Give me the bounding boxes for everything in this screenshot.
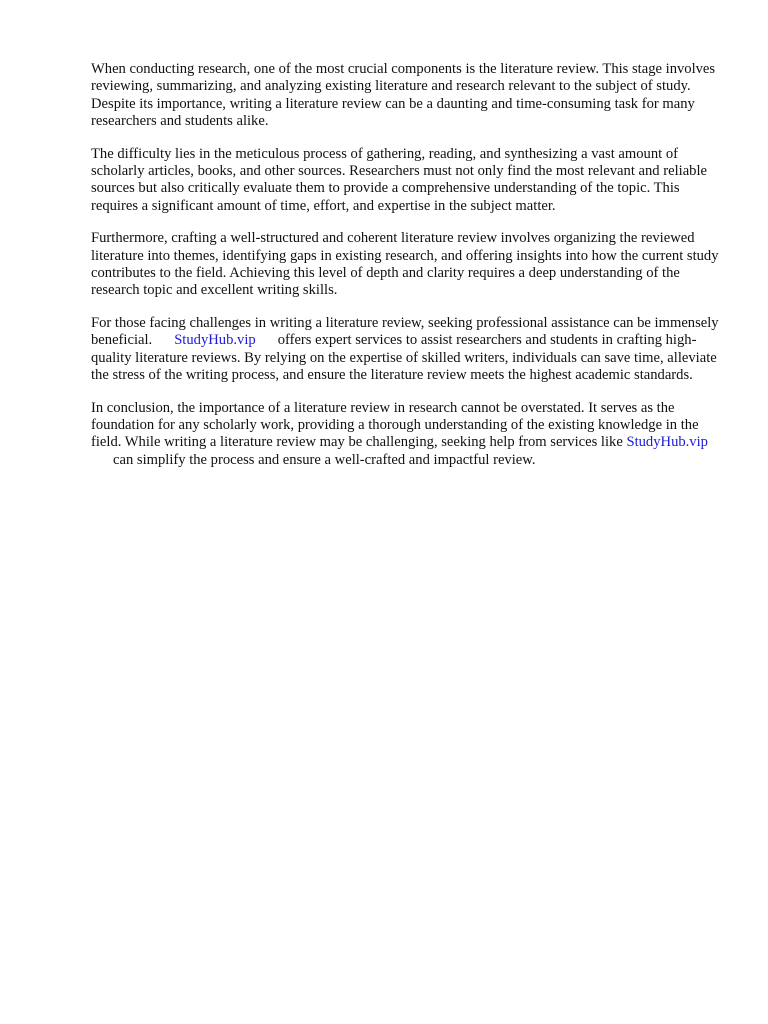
studyhub-link[interactable]: StudyHub.vip (174, 332, 256, 349)
paragraph-assistance-text-start: For those facing challenges in writing a literature review, seeking professional assistance can be immensely beneficial. (91, 314, 719, 349)
paragraph-intro: When conducting research, one of the most crucial components is the literature review. This stage involves reviewing, summarizing, and analyzing existing literature and research relevant to the subject of study. Despite its importance, writing a literature review can be a daunting and time-consuming task for many researchers and students alike. (91, 61, 716, 130)
document-body (91, 61, 723, 484)
paragraph-structure: Furthermore, crafting a well-structured and coherent literature review involves organizing the reviewed literature into themes, identifying gaps in existing research, and offering insights into how the current study contributes to the field. Achieving this level of depth and clarity requires a deep understanding of the research topic and excellent writing skills. (91, 230, 719, 299)
paragraph-assistance-text-end: offers expert services to assist researchers and students in crafting high-quality literature reviews. By relying on the expertise of skilled writers, individuals can save time, alleviate the stress of the writing process, and ensure the literature review meets the highest academic standards. (91, 332, 717, 384)
paragraph-conclusion-text-end: can simplify the process and ensure a well-crafted and impactful review. (113, 451, 536, 468)
paragraph-conclusion-text-start: In conclusion, the importance of a literature review in research cannot be overstated. It serves as the foundation for any scholarly work, providing a thorough understanding of the existing knowledge in the field. While writing a literature review may be challenging, seeking help from services like (91, 399, 699, 451)
studyhub-link-conclusion[interactable]: StudyHub.vip (626, 434, 708, 451)
paragraph-difficulty: The difficulty lies in the meticulous process of gathering, reading, and synthesizing a vast amount of scholarly articles, books, and other sources. Researchers must not only find the most relevant and reliable sources but also critically evaluate them to provide a comprehensive understanding of the topic. This requires a significant amount of time, effort, and expertise in the subject matter. (91, 145, 708, 214)
paragraph-conclusion (91, 400, 723, 470)
paragraph-assistance (91, 315, 723, 385)
